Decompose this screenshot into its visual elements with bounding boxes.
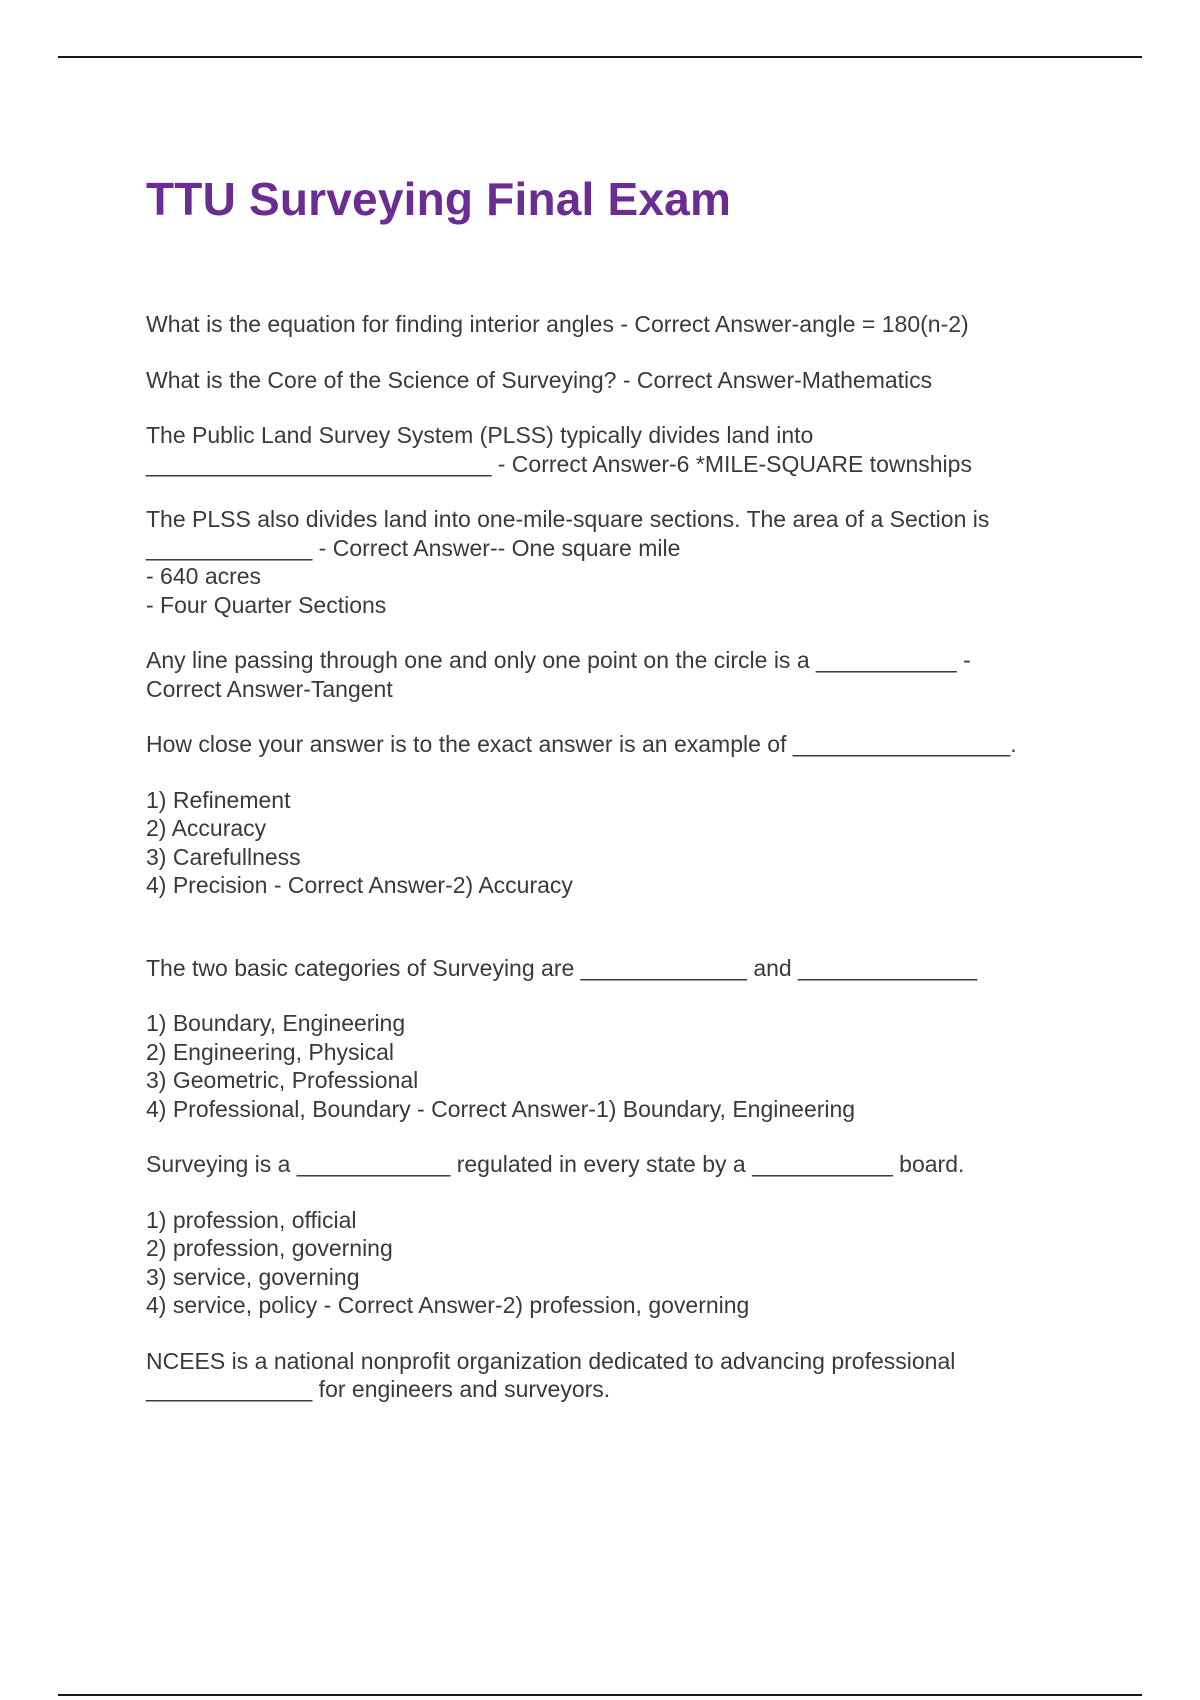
- question-1: [146, 310, 1076, 339]
- question-text: Any line passing through one and only one point on the circle is a ___________ -: [146, 647, 971, 673]
- question-8: [146, 1150, 1076, 1320]
- option-item: 2) Accuracy: [146, 815, 267, 841]
- option-item: 3) Carefullness: [146, 843, 301, 870]
- question-answer-detail: - 640 acres: [146, 563, 262, 589]
- question-answer: ___________________________ - Correct Answer-6 *MILE-SQUARE townships: [146, 450, 972, 477]
- question-text: The Public Land Survey System (PLSS) typically divides land into: [146, 422, 814, 448]
- question-answer: _____________ - Correct Answer-- One square mile: [146, 534, 681, 561]
- question-text: The PLSS also divides land into one-mile-square sections. The area of a Section is: [146, 506, 990, 532]
- question-text: _____________ for engineers and surveyors.: [146, 1376, 611, 1402]
- option-item: 1) Refinement: [146, 786, 291, 813]
- option-item: 3) Geometric, Professional: [146, 1067, 419, 1093]
- document-body: [146, 310, 1076, 1431]
- option-item: 3) service, governing: [146, 1263, 360, 1290]
- option-item: 4) Precision - Correct Answer-2) Accuracy: [146, 872, 573, 898]
- option-list: [146, 786, 1076, 900]
- option-item: 4) service, policy - Correct Answer-2) profession, governing: [146, 1292, 750, 1318]
- question-5: [146, 646, 1076, 703]
- option-item: 2) Engineering, Physical: [146, 1038, 395, 1065]
- question-text: The two basic categories of Surveying are _____________ and ______________: [146, 954, 978, 981]
- option-item: 1) profession, official: [146, 1206, 357, 1233]
- question-text: What is the equation for finding interior angles - Correct Answer-angle = 180(n-2): [146, 311, 969, 337]
- question-7: [146, 954, 1076, 1124]
- question-9: [146, 1347, 1076, 1404]
- bottom-rule: [58, 1694, 1142, 1696]
- question-text: How close your answer is to the exact answer is an example of _________________.: [146, 731, 1017, 757]
- question-answer: Correct Answer-Tangent: [146, 675, 393, 702]
- question-answer-detail: - Four Quarter Sections: [146, 591, 387, 618]
- question-text: What is the Core of the Science of Surveying? - Correct Answer-Mathematics: [146, 366, 933, 393]
- question-text: Surveying is a ____________ regulated in every state by a ___________ board.: [146, 1151, 965, 1177]
- question-2: [146, 366, 1076, 395]
- question-6: [146, 730, 1076, 900]
- top-rule: [58, 56, 1142, 58]
- option-item: 2) profession, governing: [146, 1235, 393, 1261]
- option-item: 1) Boundary, Engineering: [146, 1010, 406, 1036]
- option-item: 4) Professional, Boundary - Correct Answer-1) Boundary, Engineering: [146, 1095, 856, 1122]
- question-4: [146, 505, 1076, 619]
- question-3: [146, 421, 1076, 478]
- option-list: [146, 1009, 1076, 1123]
- option-list: [146, 1206, 1076, 1320]
- question-text: NCEES is a national nonprofit organization dedicated to advancing professional: [146, 1347, 956, 1374]
- page-title: TTU Surveying Final Exam: [146, 173, 732, 225]
